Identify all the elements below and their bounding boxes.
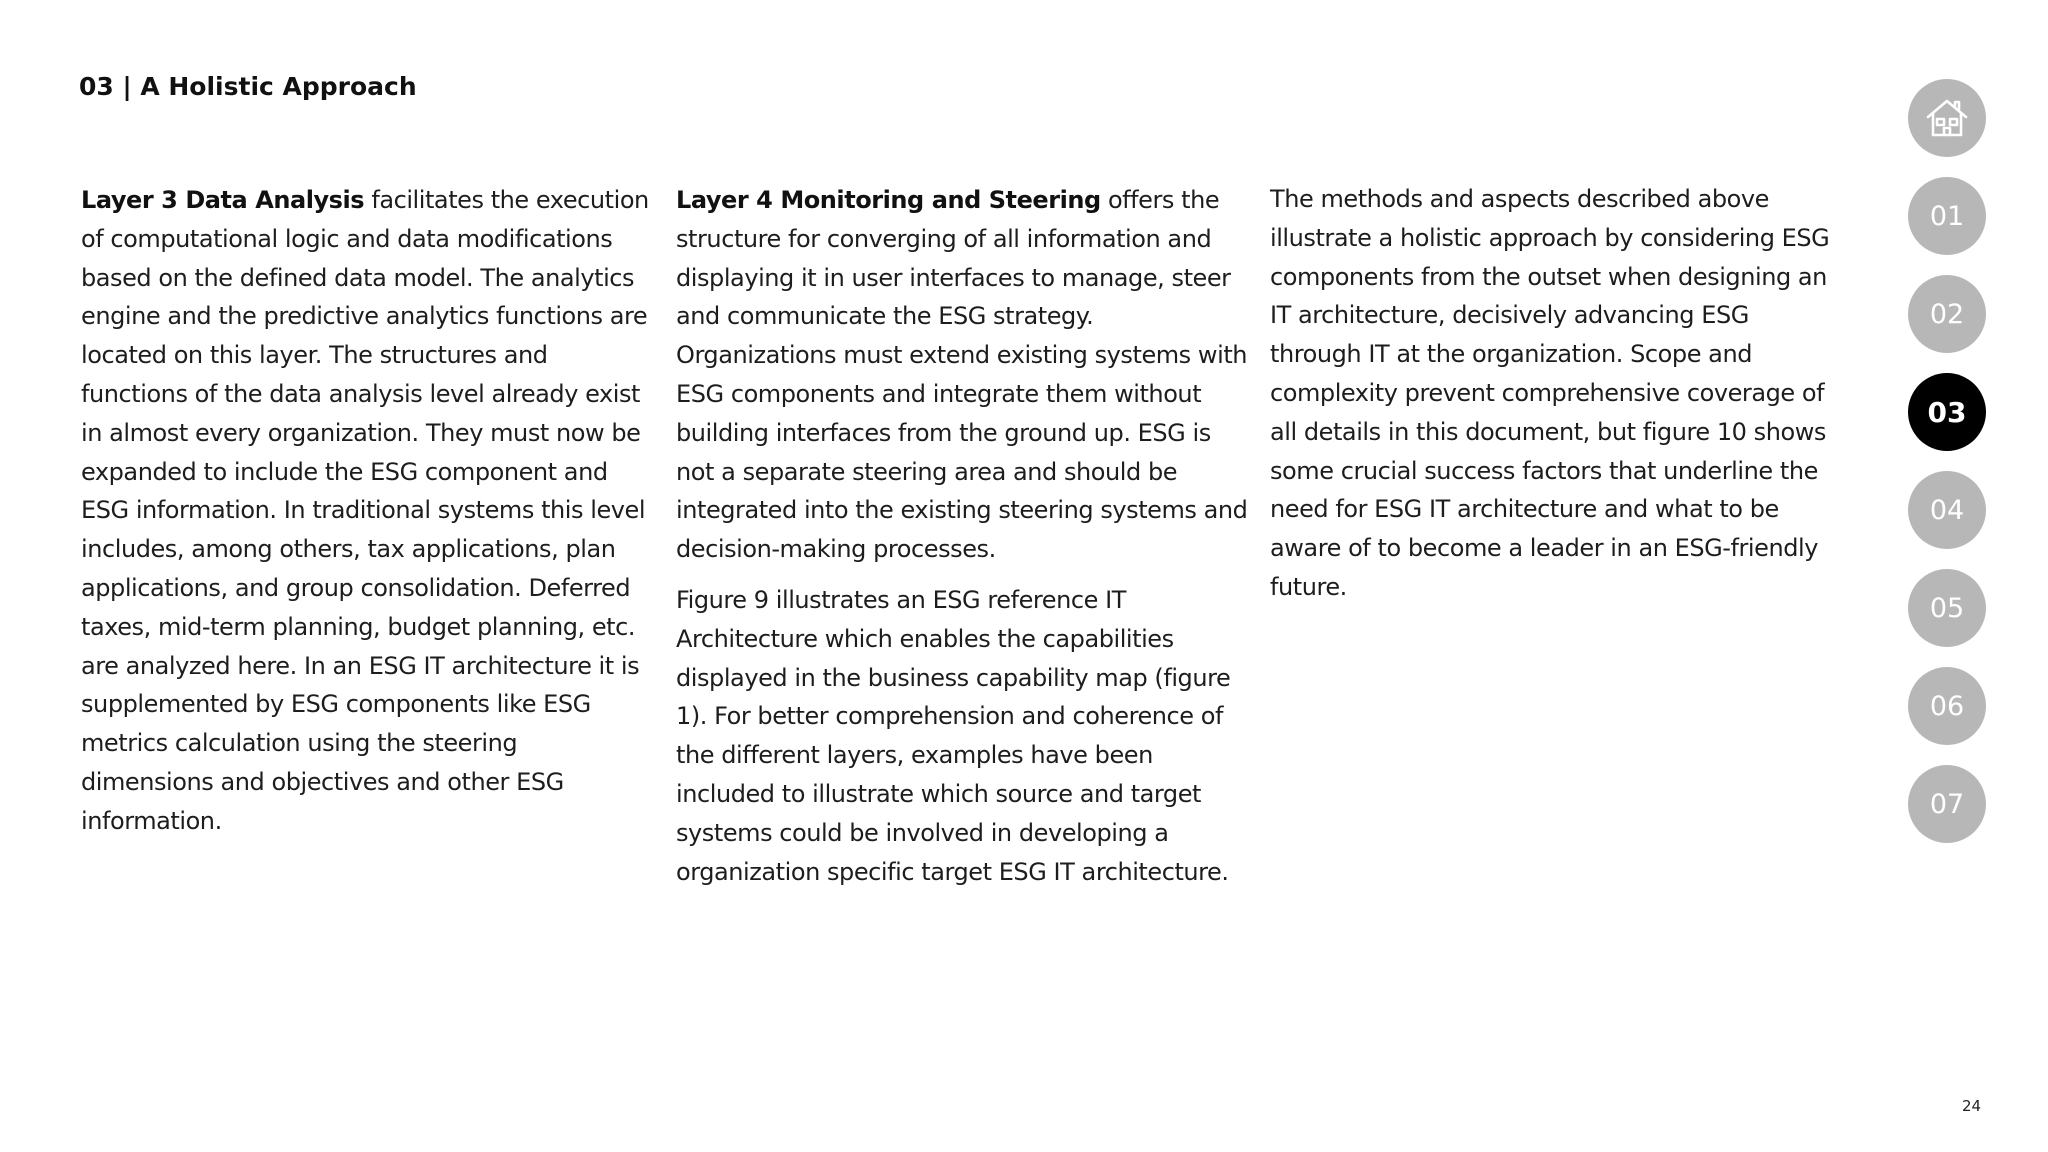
nav-chapter-07[interactable]: 07 <box>1908 765 1986 843</box>
paragraph-text: Figure 9 illustrates an ESG reference IT Architecture which enables the capabilities displayed in the business capability map (figure 1). For better comprehension and coherence of the different layers, examples have been included to illustrate which source and target systems could be involved in developing a organization specific target ESG IT architecture. <box>676 585 1231 886</box>
nav-chapter-01[interactable]: 01 <box>1908 177 1986 255</box>
home-icon <box>1922 93 1972 143</box>
page-number: 24 <box>1962 1097 1982 1115</box>
paragraph <box>676 181 1252 569</box>
nav-chapter-02[interactable]: 02 <box>1908 275 1986 353</box>
nav-chapter-05[interactable]: 05 <box>1908 569 1986 647</box>
paragraph-text: facilitates the execution of computational logic and data modifications based on the defined data model. The analytics engine and the predictive analytics functions are located on this layer. The structures and functions of the data analysis level already exist in almost every organization. They must now be expanded to include the ESG component and ESG information. In traditional systems this level includes, among others, tax applications, plan applications, and group consolidation. Deferred taxes, mid-term planning, budget planning, etc. are analyzed here. In an ESG IT architecture it is supplemented by ESG components like ESG metrics calculation using the steering dimensions and objectives and other ESG information. <box>81 186 649 835</box>
paragraph <box>81 181 653 841</box>
paragraph-lead: Layer 3 Data Analysis <box>81 186 365 214</box>
text-column-1 <box>81 181 653 853</box>
section-title: 03 | A Holistic Approach <box>79 72 417 101</box>
nav-chapter-06[interactable]: 06 <box>1908 667 1986 745</box>
text-column-2 <box>676 181 1252 903</box>
paragraph <box>676 581 1252 891</box>
paragraph-text: The methods and aspects described above illustrate a holistic approach by considering ESG components from the outset when designing an IT architecture, decisively advancing ESG through IT at the organization. Scope and complexity prevent comprehensive coverage of all details in this document, but figure 10 shows some crucial success factors that underline the need for ESG IT architecture and what to be aware of to become a leader in an ESG-friendly future. <box>1270 185 1830 601</box>
nav-chapter-04[interactable]: 04 <box>1908 471 1986 549</box>
paragraph-lead: Layer 4 Monitoring and Steering <box>676 186 1101 214</box>
nav-home-button[interactable] <box>1908 79 1986 157</box>
paragraph-text: offers the structure for converging of all information and displaying it in user interfaces to manage, steer and communicate the ESG strategy. Organizations must extend existing systems with ESG components and integrate them without building interfaces from the ground up. ESG is not a separate steering area and should be integrated into the existing steering systems and decision-making processes. <box>676 186 1248 564</box>
paragraph <box>1270 180 1830 607</box>
nav-chapter-03[interactable]: 03 <box>1908 373 1986 451</box>
text-column-3 <box>1270 180 1830 619</box>
